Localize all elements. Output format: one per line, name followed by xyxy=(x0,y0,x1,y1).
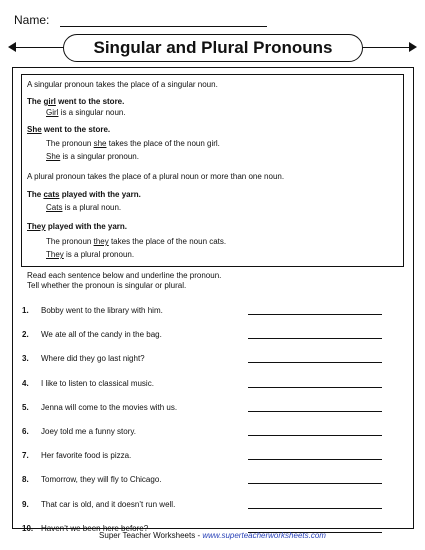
example-cats-sentence: The cats played with the yarn. xyxy=(27,190,141,199)
example-they-note-2: They is a plural pronoun. xyxy=(46,250,135,259)
example-she-sentence: She went to the store. xyxy=(27,125,111,134)
question-number: 9. xyxy=(22,499,29,509)
example-they-note-1: The pronoun they takes the place of the noun cats. xyxy=(46,237,227,246)
underlined-noun: girl xyxy=(43,97,56,106)
example-she-note-1: The pronoun she takes the place of the noun girl. xyxy=(46,139,220,148)
answer-line[interactable] xyxy=(248,459,382,460)
page-title: Singular and Plural Pronouns xyxy=(63,34,363,62)
answer-line[interactable] xyxy=(248,314,382,315)
question-number: 3. xyxy=(22,354,29,364)
question-number: 7. xyxy=(22,451,29,461)
question-text: Tomorrow, they will fly to Chicago. xyxy=(41,475,162,485)
name-label: Name: xyxy=(14,13,50,27)
question-text: We ate all of the candy in the bag. xyxy=(41,330,162,340)
question-number: 6. xyxy=(22,427,29,436)
question-number: 10. xyxy=(22,523,34,533)
question-text: Joey told me a funny story. xyxy=(41,427,137,436)
question-text: Haven’t we been here before? xyxy=(41,523,149,533)
answer-line[interactable] xyxy=(248,435,382,436)
underlined-pronoun: They xyxy=(27,222,46,231)
answer-line[interactable] xyxy=(248,483,382,484)
answer-line[interactable] xyxy=(248,508,382,509)
instructions-line-2: Tell whether the pronoun is singular or plural. xyxy=(27,281,187,290)
question-number: 1. xyxy=(22,306,29,315)
arrow-left-icon xyxy=(8,42,16,52)
question-text: Jenna will come to the movies with us. xyxy=(41,402,178,412)
plural-definition: A plural pronoun takes the place of a plural noun or more than one noun. xyxy=(27,172,285,181)
underlined-pronoun: She xyxy=(27,125,42,134)
example-girl-sentence: The girl went to the store. xyxy=(27,97,125,106)
example-cats-note: Cats is a plural noun. xyxy=(46,203,122,212)
example-girl-note: Girl is a singular noun. xyxy=(46,108,126,117)
question-text: That car is old, and it doesn’t run well. xyxy=(41,499,176,509)
underlined-noun: cats xyxy=(43,190,60,199)
question-number: 8. xyxy=(22,475,29,485)
question-number: 4. xyxy=(22,378,29,388)
arrow-right-icon xyxy=(409,42,417,52)
example-they-sentence: They played with the yarn. xyxy=(27,222,128,231)
question-number: 2. xyxy=(22,330,29,340)
question-text: I like to listen to classical music. xyxy=(41,378,154,388)
answer-line[interactable] xyxy=(248,387,382,388)
answer-line[interactable] xyxy=(248,338,382,339)
footer-brand: Super Teacher Worksheets - xyxy=(99,531,203,540)
answer-line[interactable] xyxy=(248,411,382,412)
singular-definition: A singular pronoun takes the place of a singular noun. xyxy=(27,80,218,89)
footer xyxy=(0,531,425,540)
footer-link[interactable]: www.superteacherworksheets.com xyxy=(202,531,326,540)
question-number: 5. xyxy=(22,402,29,412)
name-write-line xyxy=(60,26,267,27)
question-text: Where did they go last night? xyxy=(41,354,145,364)
answer-line[interactable] xyxy=(248,362,382,363)
question-text: Bobby went to the library with him. xyxy=(41,306,163,315)
instructions-line-1: Read each sentence below and underline the pronoun. xyxy=(27,271,222,280)
question-text: Her favorite food is pizza. xyxy=(41,451,132,461)
example-she-note-2: She is a singular pronoun. xyxy=(46,152,139,161)
